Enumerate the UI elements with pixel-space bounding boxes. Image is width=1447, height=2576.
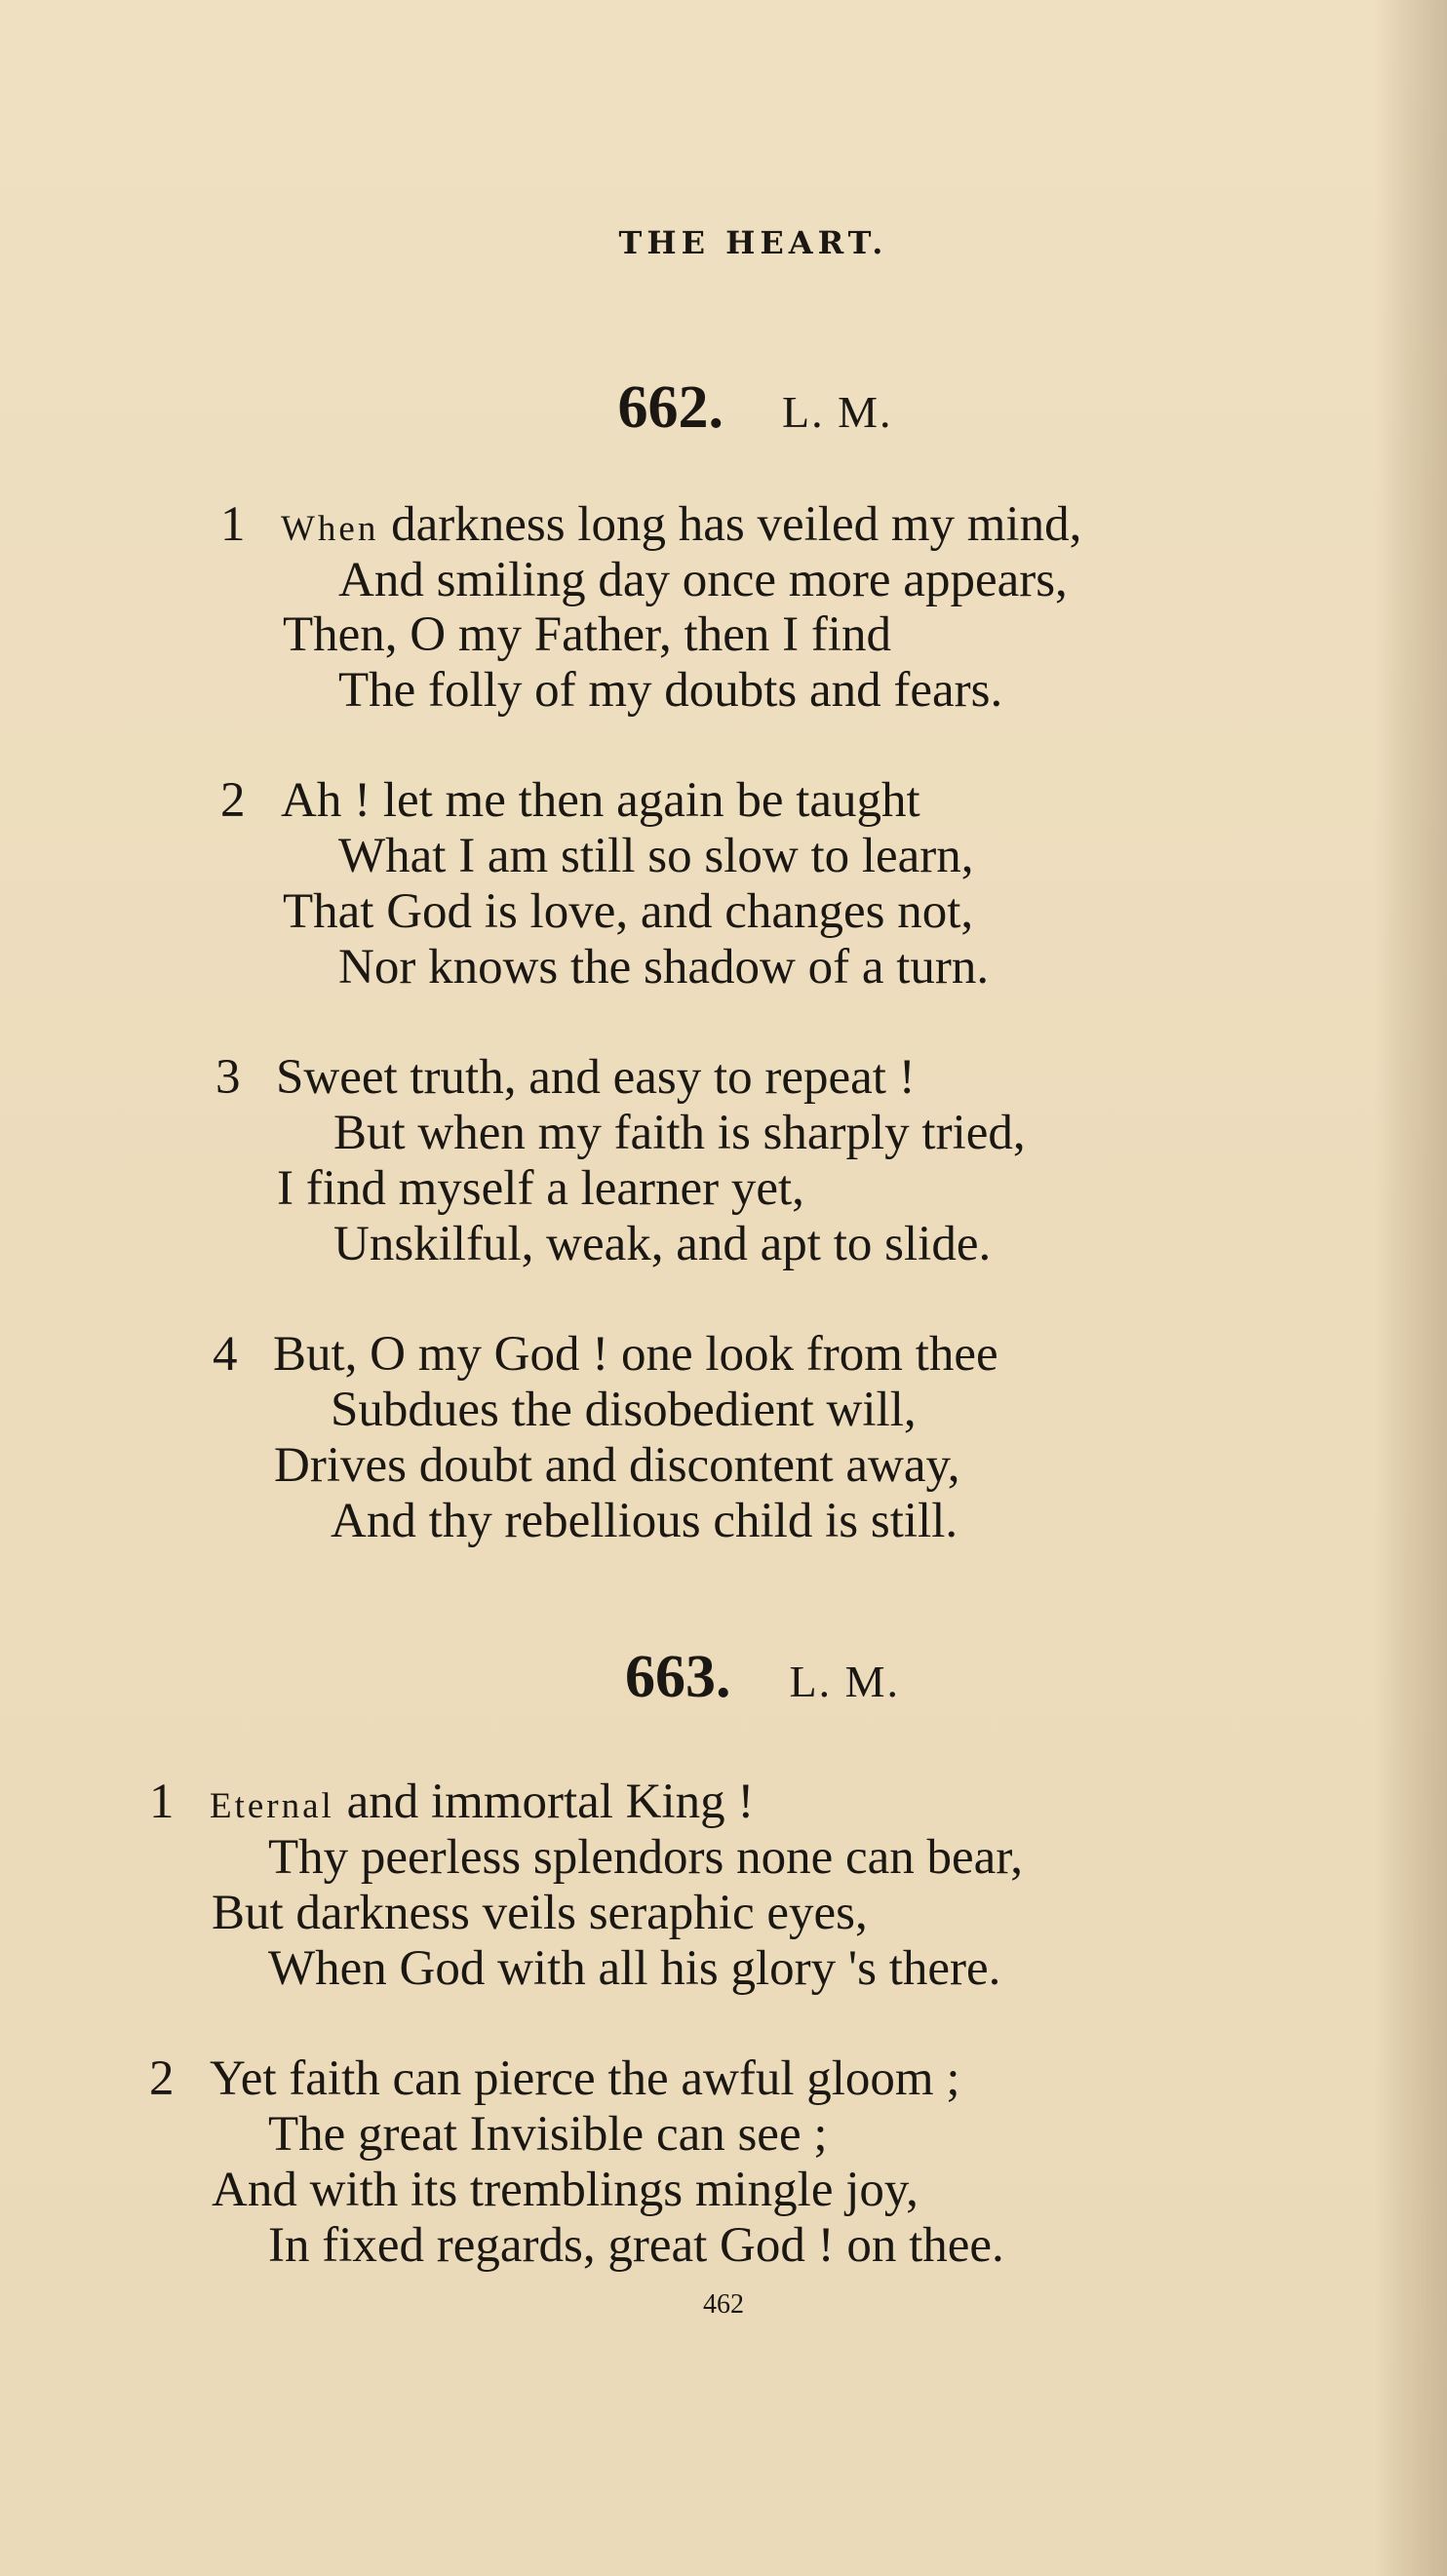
stanza-number: 4 <box>213 1327 238 1382</box>
hymn-heading <box>0 373 1447 443</box>
stanza-number: 1 <box>220 497 246 552</box>
verse-line <box>220 773 920 828</box>
stanza-number: 2 <box>220 773 246 828</box>
verse-line <box>149 1777 754 1827</box>
verse-line <box>220 497 1082 552</box>
hymn-meter: L. M. <box>789 1657 900 1706</box>
verse-text: Yet faith can pierce the awful gloom ; <box>210 2051 960 2106</box>
running-head: THE HEART. <box>618 224 888 261</box>
verse-line: Unskilful, weak, and apt to slide. <box>333 1217 992 1271</box>
verse-line: Thy peerless splendors none can bear, <box>268 1830 1024 1885</box>
verse-line: And smiling day once more appears, <box>338 553 1068 607</box>
verse-line: But when my faith is sharply tried, <box>333 1106 1026 1160</box>
verse-line <box>215 1050 916 1105</box>
stanza-number: 1 <box>149 1775 175 1829</box>
verse-line: Nor knows the shadow of a turn. <box>338 940 990 995</box>
verse-line <box>213 1327 998 1382</box>
stanza-number: 2 <box>149 2051 175 2106</box>
verse-line: Drives doubt and discontent away, <box>274 1438 960 1493</box>
stanza-number: 3 <box>215 1050 241 1105</box>
verse-line: But darkness veils seraphic eyes, <box>212 1886 868 1940</box>
verse-text: Sweet truth, and easy to repeat ! <box>276 1050 916 1105</box>
verse-line: That God is love, and changes not, <box>283 884 974 939</box>
verse-line: And with its tremblings mingle joy, <box>212 2163 919 2217</box>
verse-line: In fixed regards, great God ! on thee. <box>268 2218 1004 2273</box>
verse-text: But, O my God ! one look from thee <box>273 1327 998 1382</box>
verse-line: What I am still so slow to learn, <box>338 829 974 883</box>
verse-line: When God with all his glory 's there. <box>268 1941 1001 1996</box>
verse-line: And thy rebellious child is still. <box>331 1494 958 1548</box>
hymn-heading <box>0 1643 1447 1712</box>
verse-line: The great Invisible can see ; <box>268 2107 828 2162</box>
small-caps-first-word: Eternal <box>210 1786 334 1826</box>
small-caps-first-word: When <box>281 509 379 549</box>
hymn-meter: L. M. <box>782 387 893 437</box>
verse-text: Ah ! let me then again be taught <box>281 773 920 828</box>
verse-line: Then, O my Father, then I find <box>283 607 891 662</box>
verse-line <box>149 2051 960 2106</box>
page-number: 462 <box>703 2289 744 2320</box>
verse-line: Subdues the disobedient will, <box>331 1383 917 1437</box>
hymn-number: 663. <box>625 1644 731 1710</box>
hymn-number: 662. <box>617 374 724 441</box>
verse-text: darkness long has veiled my mind, <box>391 497 1082 552</box>
verse-line: The folly of my doubts and fears. <box>338 663 1003 718</box>
verse-text: and immortal King ! <box>346 1775 755 1829</box>
verse-line: I find myself a learner yet, <box>277 1161 804 1216</box>
